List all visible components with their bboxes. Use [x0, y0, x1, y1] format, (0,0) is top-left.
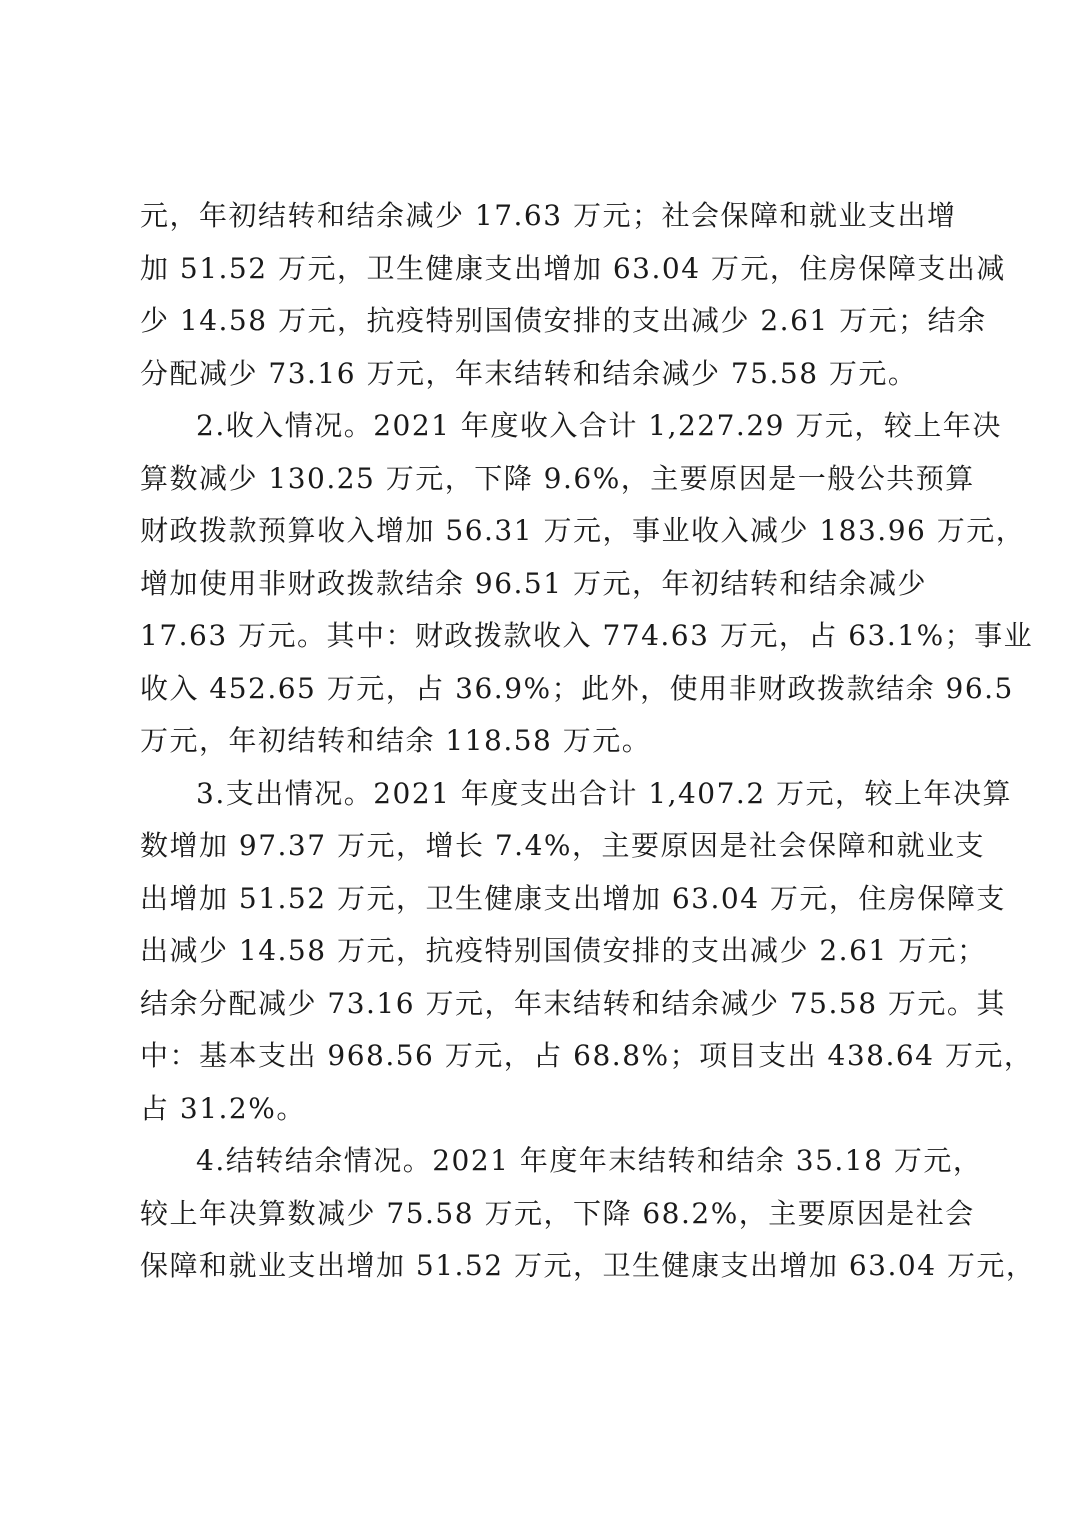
text-line: 万元，年初结转和结余 118.58 万元。: [140, 724, 652, 757]
text-line: 占 31.2%。: [140, 1091, 306, 1125]
text-line: 较上年决算数减少 75.58 万元，下降 68.2%，主要原因是社会: [140, 1196, 975, 1230]
text-line: 少 14.58 万元，抗疫特别国债安排的支出减少 2.61 万元；结余: [140, 304, 987, 337]
text-line: 财政拨款预算收入增加 56.31 万元，事业收入减少 183.96 万元，: [140, 514, 1026, 547]
text-line: 2021 年度收入合计 1,227.29 万元，较上年决: [373, 409, 1002, 442]
text-line: 2021 年度年末结转和结余 35.18 万元，: [432, 1144, 983, 1177]
section-3-first-line: [140, 768, 1013, 821]
text-line: 收入 452.65 万元，占 36.9%；此外，使用非财政拨款结余 96.5: [140, 671, 1014, 705]
document-body: [140, 190, 1036, 1293]
text-line: 元，年初结转和结余减少 17.63 万元；社会保障和就业支出增: [140, 199, 957, 232]
section-4-heading: 4.结转结余情况。: [196, 1144, 433, 1177]
section-2-heading: 2.收入情况。: [196, 409, 374, 442]
text-line: 17.63 万元。其中：财政拨款收入 774.63 万元，占 63.1%；事业: [140, 619, 1034, 652]
text-line: 增加使用非财政拨款结余 96.51 万元，年初结转和结余减少: [140, 566, 927, 600]
text-line: 数增加 97.37 万元，增长 7.4%，主要原因是社会保障和就业支: [140, 829, 985, 862]
section-3-heading: 3.支出情况。: [196, 776, 374, 810]
text-line: 分配减少 73.16 万元，年末结转和结余减少 75.58 万元。: [140, 356, 918, 390]
text-line: 结余分配减少 73.16 万元，年末结转和结余减少 75.58 万元。其: [140, 986, 1006, 1020]
section-2-first-line: [140, 400, 1002, 453]
text-line: 出减少 14.58 万元，抗疫特别国债安排的支出减少 2.61 万元；: [140, 934, 987, 967]
text-line: 加 51.52 万元，卫生健康支出增加 63.04 万元，住房保障支出减: [140, 251, 1006, 285]
text-line: 算数减少 130.25 万元，下降 9.6%，主要原因是一般公共预算: [140, 461, 975, 495]
text-line: 出增加 51.52 万元，卫生健康支出增加 63.04 万元，住房保障支: [140, 881, 1006, 915]
section-4-first-line: [140, 1135, 983, 1188]
text-line: 中：基本支出 968.56 万元，占 68.8%；项目支出 438.64 万元，: [140, 1039, 1034, 1072]
text-line: 2021 年度支出合计 1,407.2 万元，较上年决算: [373, 776, 1013, 810]
text-line: 保障和就业支出增加 51.52 万元，卫生健康支出增加 63.04 万元，: [140, 1249, 1036, 1282]
